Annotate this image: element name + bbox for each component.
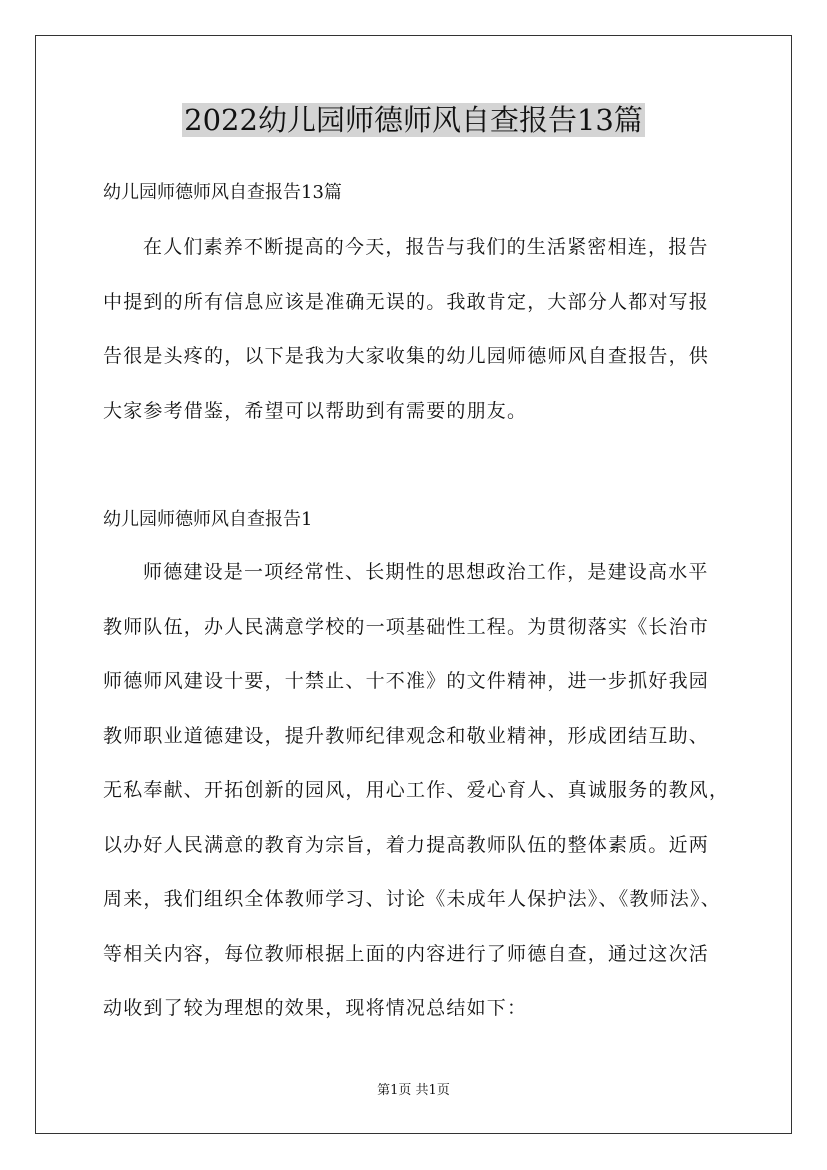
paragraph-line: 中提到的所有信息应该是准确无误的。我敢肯定，大部分人都对写报	[103, 290, 710, 313]
paragraph-line: 以办好人民满意的教育为宗旨，着力提高教师队伍的整体素质。近两	[103, 833, 710, 856]
paragraph-line: 大家参考借鉴，希望可以帮助到有需要的朋友。	[103, 399, 528, 422]
paragraph-line: 动收到了较为理想的效果，现将情况总结如下：	[103, 997, 528, 1019]
paragraph-line: 在人们素养不断提高的今天，报告与我们的生活紧密相连，报告	[143, 236, 709, 258]
intro-paragraph	[103, 220, 733, 438]
paragraph-line: 师德建设是一项经常性、长期性的思想政治工作，是建设高水平	[143, 561, 709, 583]
section-heading: 幼儿园师德师风自查报告1	[103, 509, 313, 530]
paragraph-line: 等相关内容，每位教师根据上面的内容进行了师德自查，通过这次活	[103, 942, 710, 965]
document-subtitle: 幼儿园师德师风自查报告13篇	[103, 182, 342, 203]
page-footer: 第1页 共1页	[377, 1083, 450, 1098]
paragraph-line: 无私奉献、开拓创新的园风，用心工作、爱心育人、真诚服务的教风，	[103, 779, 730, 801]
paragraph-line: 教师队伍，办人民满意学校的一项基础性工程。为贯彻落实《长治市	[103, 615, 710, 638]
body-paragraph	[103, 545, 733, 1036]
paragraph-line: 周来，我们组织全体教师学习、讨论《未成年人保护法》、《教师法》、	[103, 888, 721, 910]
paragraph-line: 教师职业道德建设，提升教师纪律观念和敬业精神，形成团结互助、	[103, 724, 710, 747]
document-title: 2022幼儿园师德师风自查报告13篇	[184, 103, 643, 137]
paragraph-line: 师德师风建设十要，十禁止、十不准》的文件精神，进一步抓好我园	[103, 670, 710, 692]
paragraph-line: 告很是头疼的，以下是我为大家收集的幼儿园师德师风自查报告，供	[103, 345, 710, 367]
